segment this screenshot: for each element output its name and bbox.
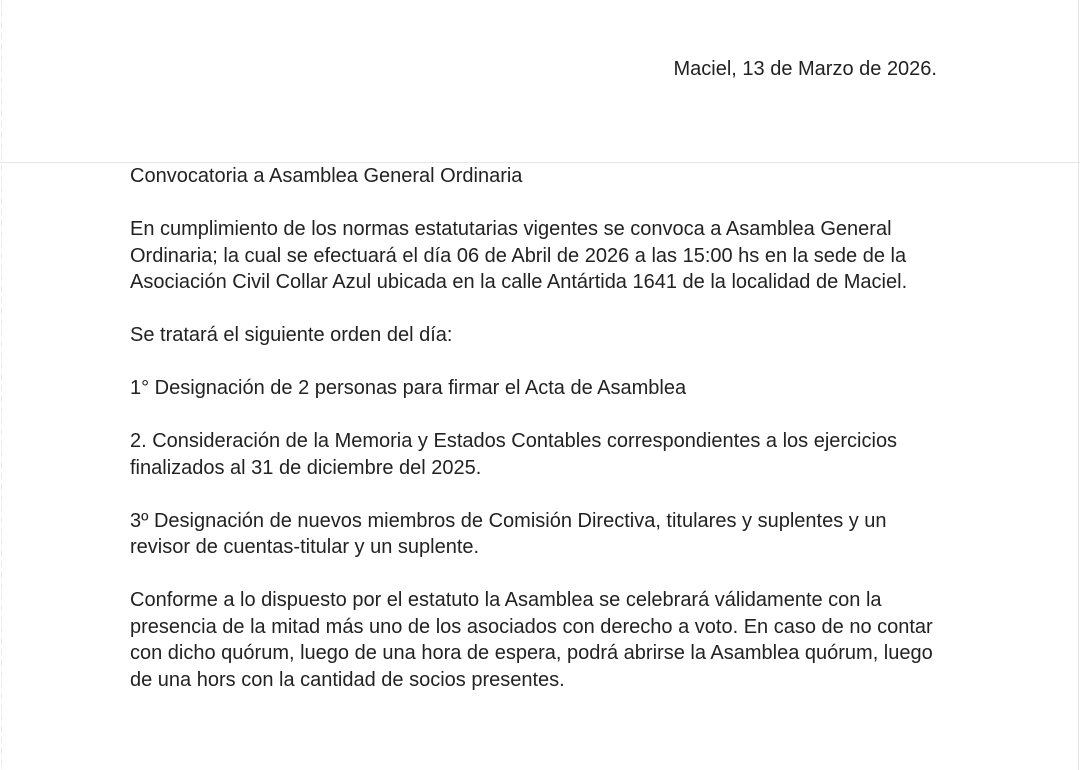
date-line: Maciel, 13 de Marzo de 2026. <box>673 58 937 80</box>
intro-paragraph: En cumplimiento de los normas estatutarias vigentes se convoca a Asamblea General Ordinaria; la cual se efectuará el día 06 de Abril de 2026 a las 15:00 hs en la sede de la Asociación Civil Collar Azul ubicada en la calle Antártida 1641 de la localidad de Maciel. <box>130 218 908 293</box>
quorum-paragraph: Conforme a lo dispuesto por el estatuto la Asamblea se celebrará válidamente con la presencia de la mitad más uno de los asociados con derecho a voto. En caso de no contar con dicho quórum, luego de una hora de espera, podrá abrirse la Asamblea quórum, luego de una hors con la cantidad de socios presentes. <box>130 589 933 691</box>
agenda-item-1: 1° Designación de 2 personas para firmar el Acta de Asamblea <box>130 377 687 399</box>
agenda-heading: Se tratará el siguiente orden del día: <box>130 324 453 346</box>
document-header <box>0 0 1080 163</box>
document-body <box>0 163 1080 693</box>
subject-line: Convocatoria a Asamblea General Ordinaria <box>130 165 523 187</box>
page-edge-left <box>1 0 2 770</box>
agenda-item-2: 2. Consideración de la Memoria y Estados Contables correspondientes a los ejercicios finalizados al 31 de diciembre del 2025. <box>130 430 898 479</box>
page-edge-right <box>1078 0 1079 770</box>
agenda-item-3: 3º Designación de nuevos miembros de Comisión Directiva, titulares y suplentes y un revisor de cuentas-titular y un suplente. <box>130 509 887 558</box>
